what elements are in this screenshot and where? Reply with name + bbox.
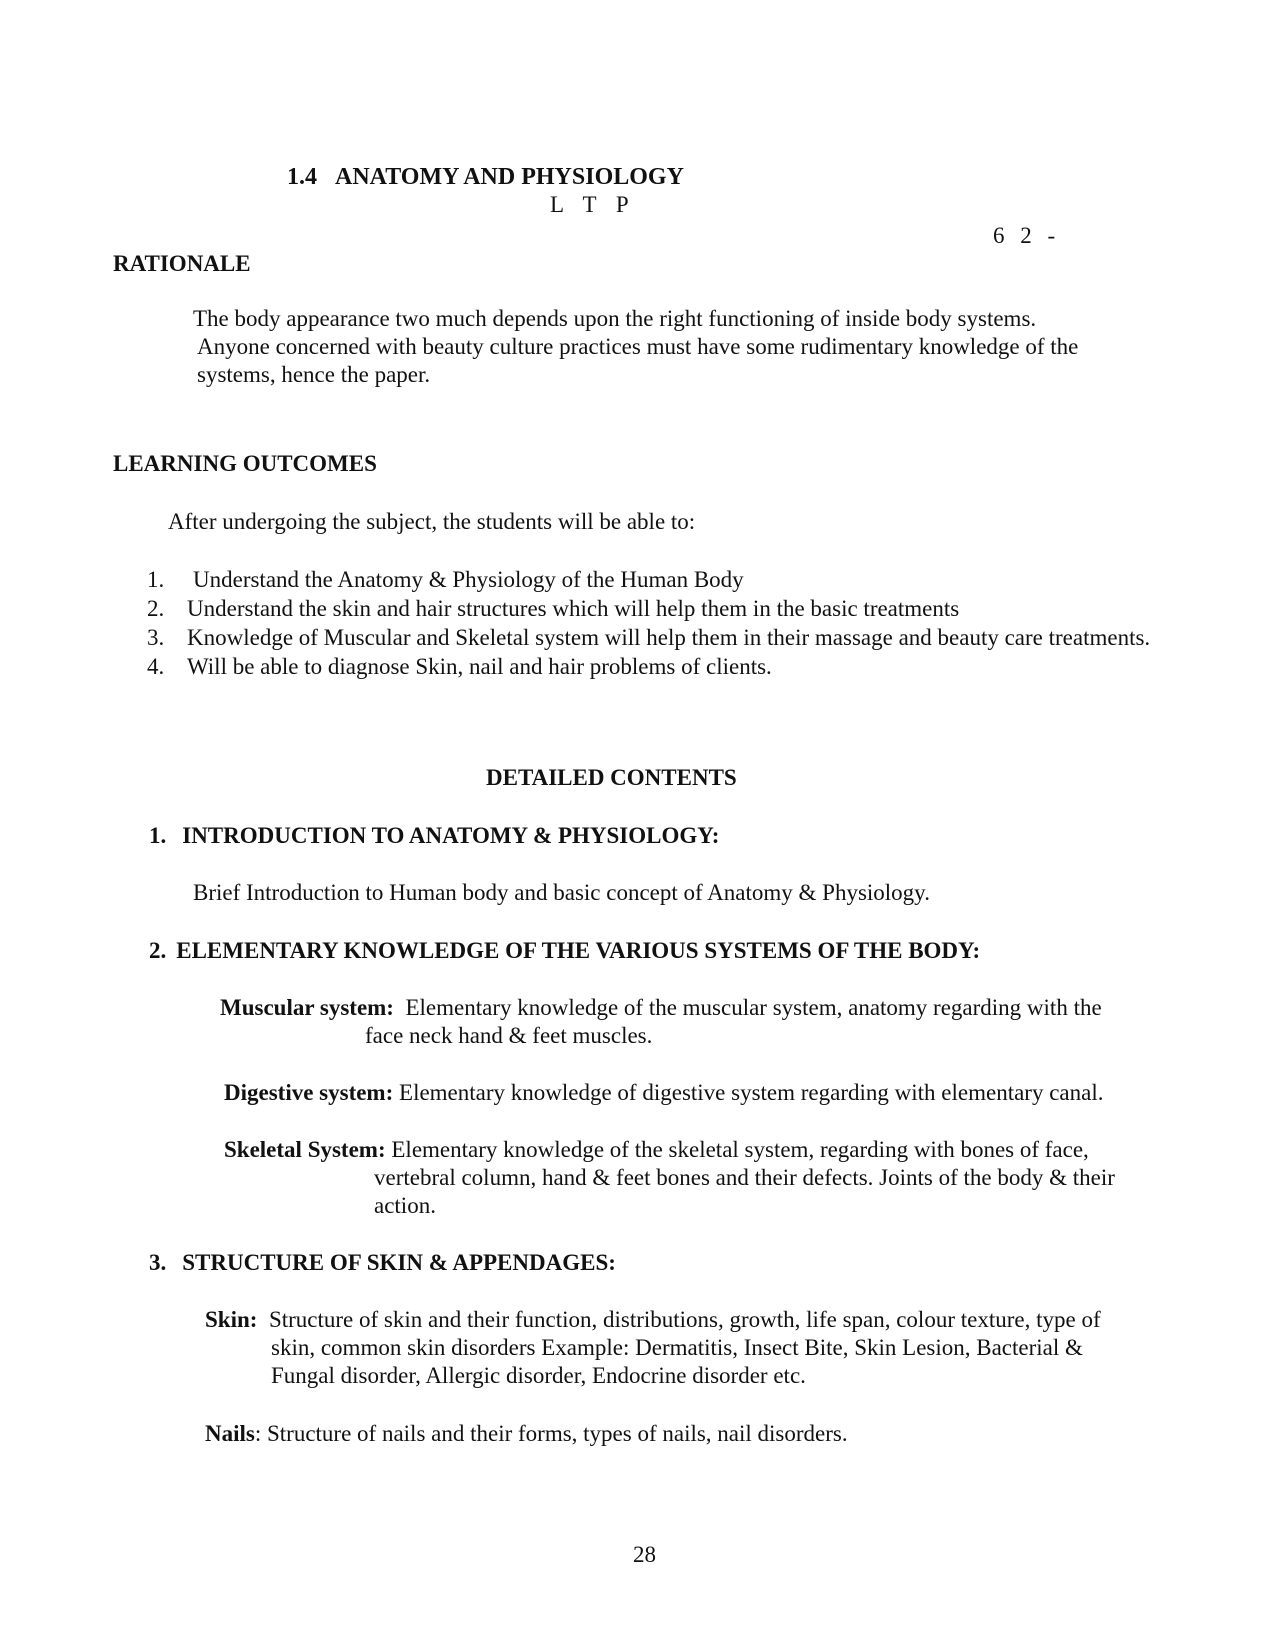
entry-text: Elementary knowledge of digestive system regarding with elementary canal.: [399, 1080, 1104, 1105]
rationale-line: Anyone concerned with beauty culture practices must have some rudimentary knowledge of the: [197, 334, 1079, 359]
learning-outcomes-heading: LEARNING OUTCOMES: [113, 451, 377, 476]
list-item-text: Understand the skin and hair structures which will help them in the basic treatments: [187, 596, 960, 621]
section-number: 1.4: [287, 164, 317, 190]
entry-text-continued: skin, common skin disorders Example: Dermatitis, Insect Bite, Skin Lesion, Bacterial &: [271, 1335, 1083, 1360]
list-item: [147, 653, 1192, 681]
section-heading: [149, 937, 980, 965]
list-item-text: Understand the Anatomy & Physiology of the Human Body: [193, 567, 744, 592]
skeletal-system-entry: [224, 1136, 1184, 1220]
section-number: 2.: [149, 938, 167, 963]
entry-label: Nails: [205, 1421, 255, 1446]
entry-text-continued: face neck hand & feet muscles.: [365, 1023, 653, 1048]
muscular-system-entry: [220, 994, 1180, 1050]
list-item: [147, 566, 1192, 594]
rationale-line: The body appearance two much depends upon the right functioning of inside body systems.: [193, 306, 1037, 331]
list-item-number: 3.: [147, 625, 165, 650]
entry-text-continued: vertebral column, hand & feet bones and their defects. Joints of the body & their: [374, 1165, 1115, 1190]
list-item-number: 1.: [147, 567, 165, 592]
entry-text-continued: Fungal disorder, Allergic disorder, Endocrine disorder etc.: [271, 1363, 806, 1388]
list-item-number: 4.: [147, 654, 165, 679]
entry-label: Skin:: [205, 1307, 258, 1332]
rationale-line: systems, hence the paper.: [197, 362, 431, 387]
section-heading: [149, 822, 719, 850]
entry-text-continued: action.: [374, 1193, 436, 1218]
ltp-values: 6 2 -: [993, 223, 1056, 248]
section-title: ELEMENTARY KNOWLEDGE OF THE VARIOUS SYSTEMS OF THE BODY:: [176, 938, 981, 963]
rationale-heading: RATIONALE: [113, 251, 251, 276]
course-title-text: ANATOMY AND PHYSIOLOGY: [335, 164, 684, 190]
skin-entry: [205, 1306, 1190, 1390]
entry-text: : Structure of nails and their forms, types of nails, nail disorders.: [254, 1421, 848, 1446]
nails-entry: [205, 1420, 848, 1448]
entry-label: Muscular system:: [220, 995, 394, 1020]
list-item-number: 2.: [147, 596, 165, 621]
entry-text: Elementary knowledge of the muscular system, anatomy regarding with the: [405, 995, 1102, 1020]
list-item: [147, 595, 1192, 623]
entry-label: Skeletal System:: [224, 1137, 386, 1162]
list-item: [147, 624, 1192, 652]
detailed-contents-heading: DETAILED CONTENTS: [486, 765, 737, 790]
entry-text: Elementary knowledge of the skeletal system, regarding with bones of face,: [391, 1137, 1089, 1162]
list-item-text: Will be able to diagnose Skin, nail and hair problems of clients.: [187, 654, 772, 679]
section-heading: [149, 1249, 616, 1277]
learning-outcomes-list: [147, 566, 1192, 682]
learning-outcomes-intro: After undergoing the subject, the students will be able to:: [168, 509, 696, 534]
entry-text: Structure of skin and their function, distributions, growth, life span, colour texture, type of: [268, 1307, 1101, 1332]
course-title: [287, 163, 684, 191]
digestive-system-entry: [224, 1079, 1184, 1107]
section-title: STRUCTURE OF SKIN & APPENDAGES:: [182, 1250, 616, 1275]
ltp-header: L T P: [550, 192, 629, 217]
list-item-text: Knowledge of Muscular and Skeletal system will help them in their massage and beauty care treatments.: [187, 625, 1151, 650]
section-title: INTRODUCTION TO ANATOMY & PHYSIOLOGY:: [182, 823, 720, 848]
page-number: 28: [633, 1542, 656, 1567]
section-text: Brief Introduction to Human body and basic concept of Anatomy & Physiology.: [193, 880, 930, 905]
section-number: 3.: [149, 1250, 167, 1275]
rationale-paragraph: [193, 305, 1183, 389]
entry-label: Digestive system:: [224, 1080, 394, 1105]
section-number: 1.: [149, 823, 167, 848]
